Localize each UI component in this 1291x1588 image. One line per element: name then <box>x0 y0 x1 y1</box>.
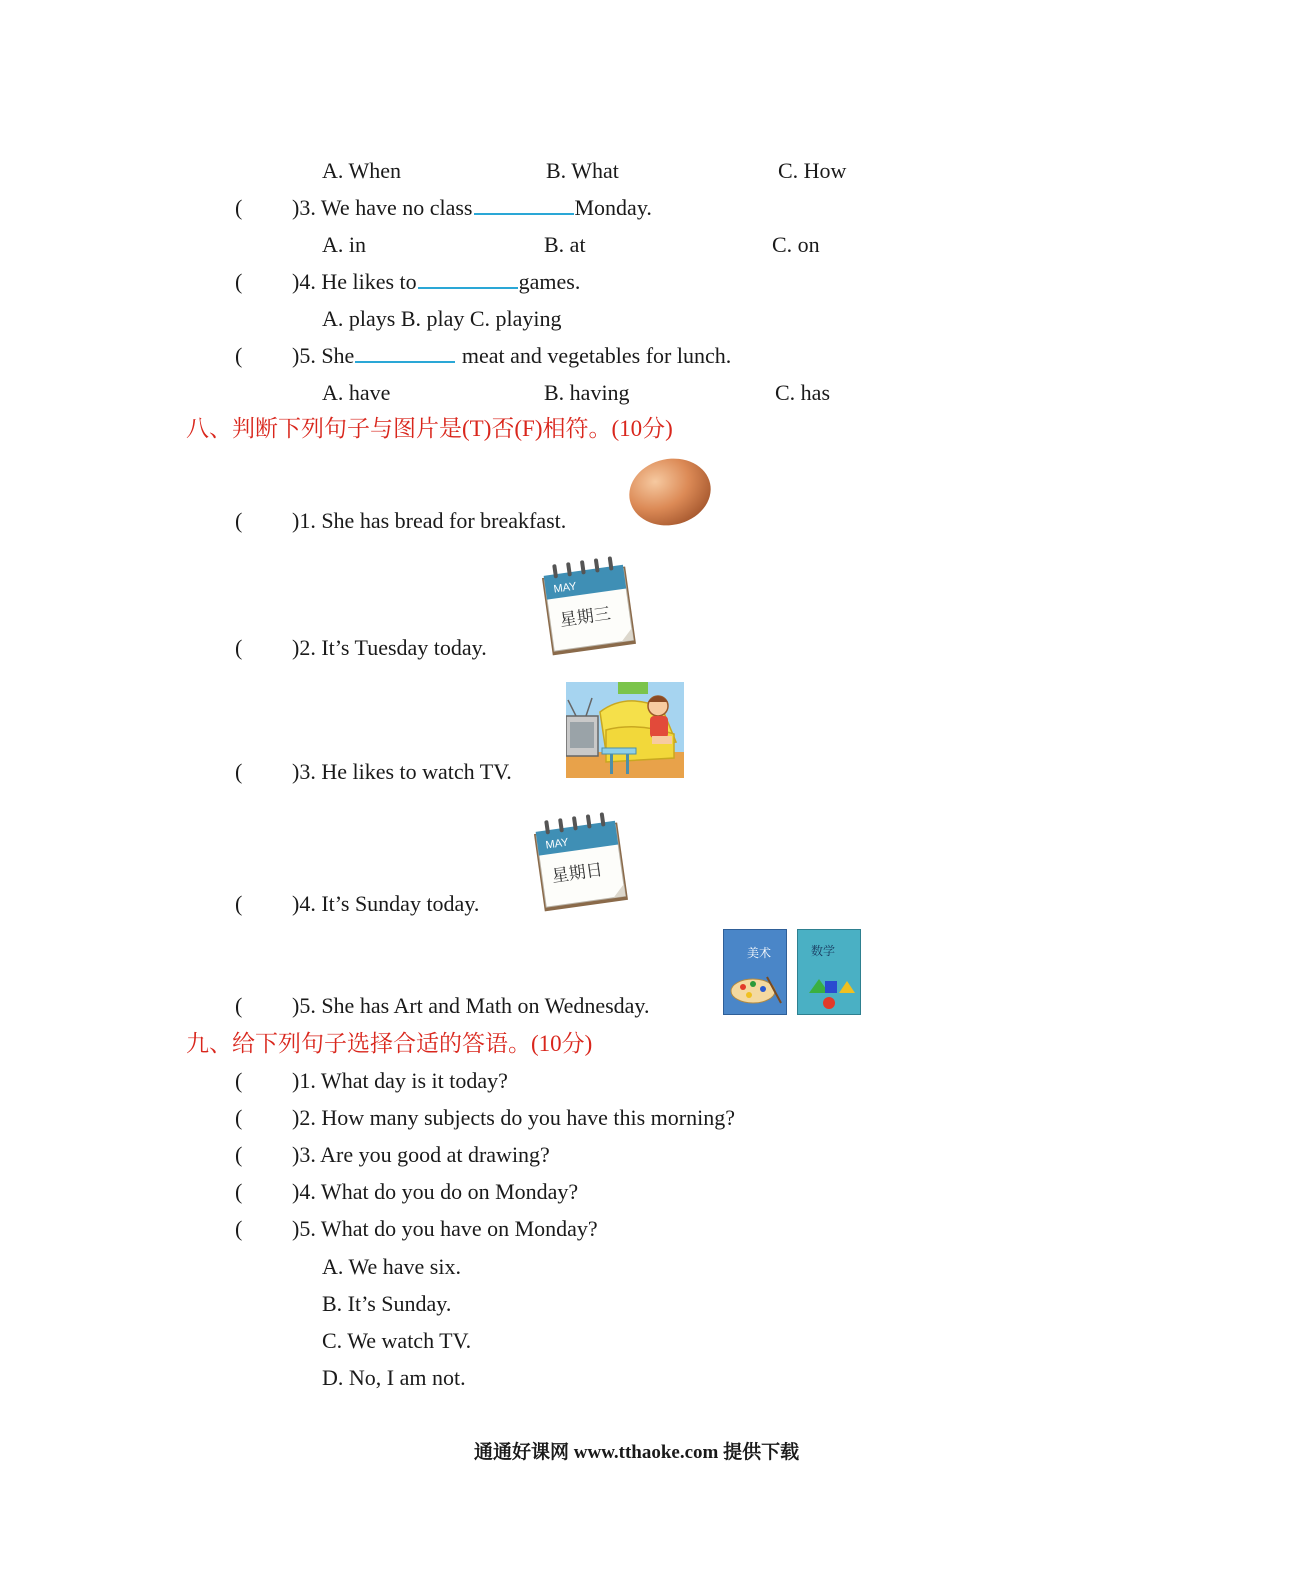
answer-paren[interactable]: ( <box>235 759 243 784</box>
match-question-3: )3. Are you good at drawing? <box>292 1142 550 1167</box>
answer-paren[interactable]: ( <box>235 1142 243 1167</box>
q5-option-b: B. having <box>544 380 630 405</box>
q2-option-a: A. When <box>322 158 402 183</box>
judge-item-5: )5. She has Art and Math on Wednesday. <box>292 993 650 1018</box>
calendar-day: 星期日 <box>550 860 604 887</box>
q2-option-b: B. What <box>546 158 619 183</box>
answer-paren[interactable]: ( <box>235 635 243 660</box>
art-book-image <box>723 929 787 1015</box>
egg-image <box>624 456 714 528</box>
judge-item-2: )2. It’s Tuesday today. <box>292 635 487 660</box>
answer-paren[interactable]: ( <box>235 269 243 294</box>
match-answer-c: C. We watch TV. <box>322 1328 472 1353</box>
match-answer-a: A. We have six. <box>322 1254 461 1279</box>
answer-paren[interactable]: ( <box>235 1105 243 1130</box>
fill-blank[interactable] <box>355 343 455 363</box>
section-8-heading: 八、判断下列句子与图片是(T)否(F)相符。(10分) <box>186 416 673 441</box>
watch-tv-image <box>566 682 684 778</box>
question-4: )4. He likes to games. <box>292 269 581 294</box>
calendar-wednesday-image <box>536 552 640 656</box>
section-9-heading: 九、给下列句子选择合适的答语。(10分) <box>186 1031 593 1056</box>
art-book-title: 美术 <box>747 946 772 960</box>
math-book-title: 数学 <box>811 944 836 958</box>
q2-option-c: C. How <box>778 158 847 183</box>
question-3: )3. We have no class Monday. <box>292 195 652 220</box>
question-5: )5. She meat and vegetables for lunch. <box>292 343 732 368</box>
match-question-5: )5. What do you have on Monday? <box>292 1216 598 1241</box>
calendar-day: 星期三 <box>558 604 612 631</box>
answer-paren[interactable]: ( <box>235 343 243 368</box>
match-answer-d: D. No, I am not. <box>322 1365 466 1390</box>
judge-item-4: )4. It’s Sunday today. <box>292 891 480 916</box>
answer-paren[interactable]: ( <box>235 508 243 533</box>
answer-paren[interactable]: ( <box>235 1068 243 1093</box>
answer-paren[interactable]: ( <box>235 195 243 220</box>
match-question-1: )1. What day is it today? <box>292 1068 508 1093</box>
q3-option-c: C. on <box>772 232 820 257</box>
answer-paren[interactable]: ( <box>235 993 243 1018</box>
q4-options: A. plays B. play C. playing <box>322 306 562 331</box>
match-question-4: )4. What do you do on Monday? <box>292 1179 579 1204</box>
match-answer-b: B. It’s Sunday. <box>322 1291 452 1316</box>
calendar-sunday-image <box>528 808 632 912</box>
math-book-image <box>797 929 861 1015</box>
q5-option-a: A. have <box>322 380 391 405</box>
calendar-month: MAY <box>544 836 570 852</box>
answer-paren[interactable]: ( <box>235 1216 243 1241</box>
q5-option-c: C. has <box>775 380 830 405</box>
answer-paren[interactable]: ( <box>235 1179 243 1204</box>
fill-blank[interactable] <box>474 195 574 215</box>
footer-source: 通通好课网 www.tthaoke.com 提供下载 <box>474 1442 800 1463</box>
judge-item-1: )1. She has bread for breakfast. <box>292 508 567 533</box>
calendar-month: MAY <box>552 580 578 596</box>
q3-option-b: B. at <box>544 232 586 257</box>
judge-item-3: )3. He likes to watch TV. <box>292 759 512 784</box>
match-question-2: )2. How many subjects do you have this morning? <box>292 1105 735 1130</box>
q3-option-a: A. in <box>322 232 366 257</box>
answer-paren[interactable]: ( <box>235 891 243 916</box>
fill-blank[interactable] <box>418 269 518 289</box>
